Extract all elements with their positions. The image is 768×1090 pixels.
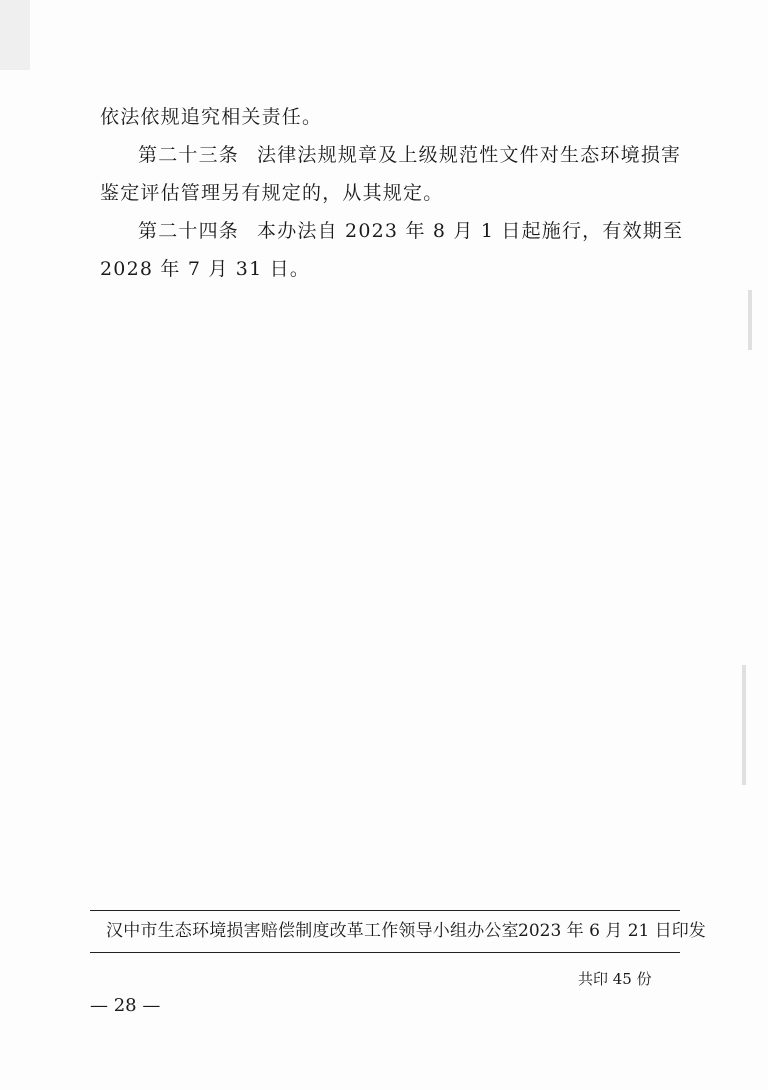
article-number: 第二十三条	[138, 144, 240, 166]
article-text: 本办法自 2023 年 8 月 1 日起施行，有效期至 2028 年 7 月 31 日。	[100, 220, 684, 280]
document-body	[100, 98, 700, 288]
article-24	[100, 212, 700, 288]
scan-artifact	[748, 290, 752, 350]
issue-date: 2023 年 6 月 21 日印发	[518, 921, 706, 941]
article-number: 第二十四条	[138, 220, 240, 242]
article-23	[100, 136, 700, 212]
print-copies: 共印 45 份	[578, 970, 652, 988]
article-text: 法律法规规章及上级规范性文件对生态环境损害鉴定评估管理另有规定的，从其规定。	[100, 144, 682, 204]
paragraph-text: 依法依规追究相关责任。	[100, 106, 323, 128]
scan-artifact	[742, 665, 746, 785]
issuing-office: 汉中市生态环境损害赔偿制度改革工作领导小组办公室	[106, 921, 519, 941]
colophon-bottom-rule	[90, 952, 680, 953]
paragraph-continuation	[100, 98, 700, 136]
page-number: — 28 —	[90, 995, 161, 1016]
scan-artifact	[0, 0, 30, 70]
colophon-top-rule	[90, 910, 680, 911]
